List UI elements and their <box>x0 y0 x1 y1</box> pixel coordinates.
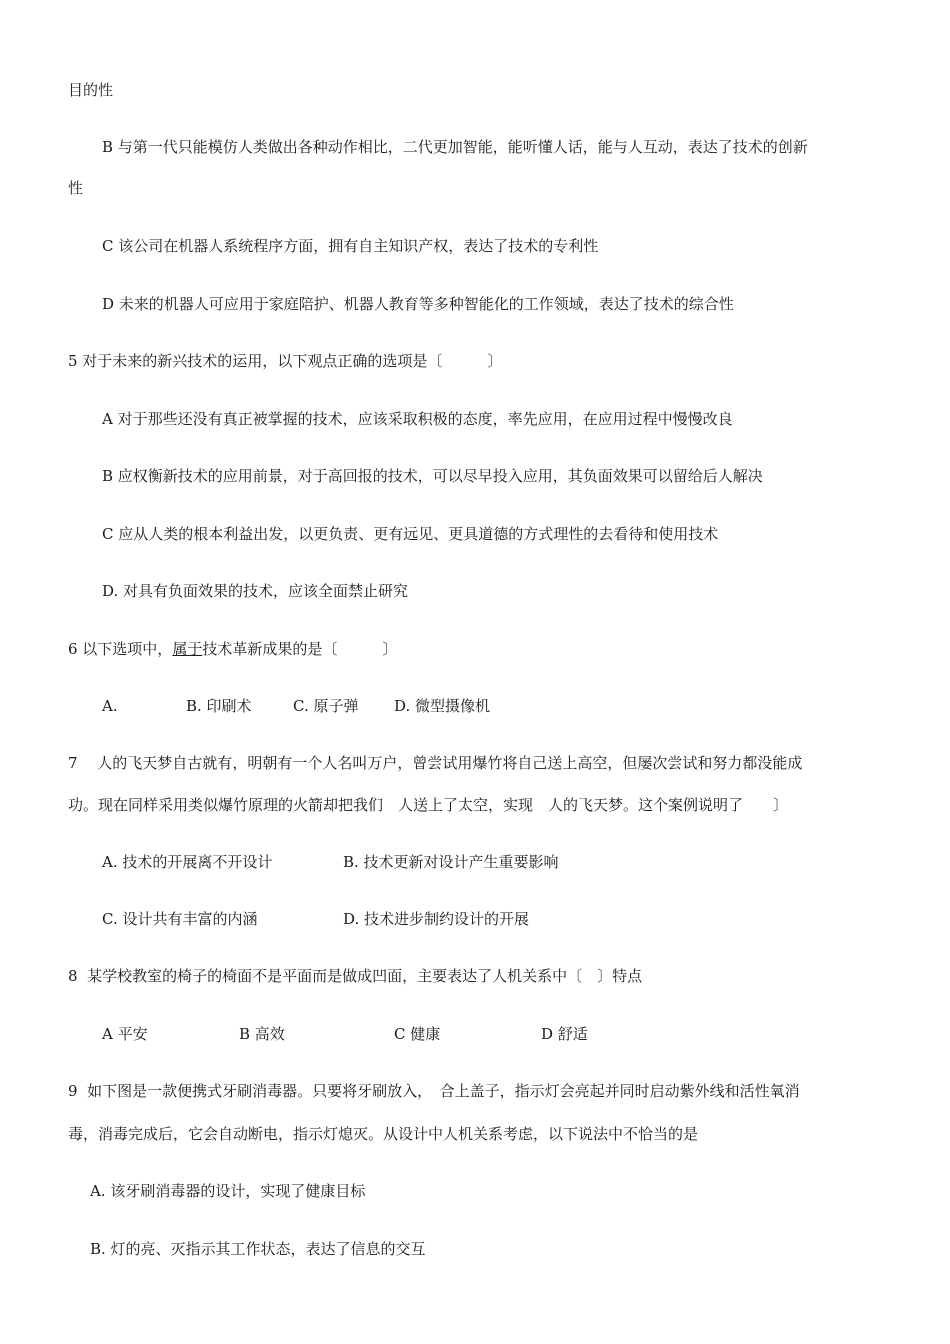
option-line: C 该公司在机器人系统程序方面，拥有自主知识产权，表达了技术的专利性 <box>102 237 599 255</box>
question-7-line-1: 7 人的飞天梦自古就有，明朝有一个人名叫万户，曾尝试用爆竹将自己送上高空，但屡次尝试和努力都没能成 <box>68 754 803 772</box>
question-5: 5 对于未来的新兴技术的运用，以下观点正确的选项是〔 〕 <box>68 352 503 370</box>
option-9b: B. 灯的亮、灭指示其工作状态，表达了信息的交互 <box>90 1240 426 1258</box>
option-5c: C 应从人类的根本利益出发，以更负责、更有远见、更具道德的方式理性的去看待和使用技术 <box>102 525 719 543</box>
option-line: B 与第一代只能模仿人类做出各种动作相比，二代更加智能，能听懂人话，能与人互动，表达了技术的创新 <box>102 138 808 156</box>
option-5d: D. 对具有负面效果的技术，应该全面禁止研究 <box>102 582 409 600</box>
option-7d: D. 技术进步制约设计的开展 <box>343 910 530 928</box>
option-line: D 未来的机器人可应用于家庭陪护、机器人教育等多种智能化的工作领域，表达了技术的综合性 <box>102 295 734 313</box>
text-line: 目的性 <box>68 81 114 99</box>
question-9-line-1: 9 如下图是一款便携式牙刷消毒器。只要将牙刷放入， 合上盖子，指示灯会亮起并同时启动紫外线和活性氧消 <box>68 1082 800 1100</box>
option-8a: A 平安 <box>102 1025 148 1043</box>
option-5b: B 应权衡新技术的应用前景，对于高回报的技术，可以尽早投入应用，其负面效果可以留给后人解决 <box>102 467 763 485</box>
option-7c: C. 设计共有丰富的内涵 <box>102 910 258 928</box>
text-line: 性 <box>68 179 84 197</box>
option-8c: C 健康 <box>394 1025 441 1043</box>
question-6 <box>68 639 397 659</box>
option-5a: A 对于那些还没有真正被掌握的技术，应该采取积极的态度，率先应用，在应用过程中慢慢改良 <box>102 410 733 428</box>
option-6a: A. <box>102 697 118 715</box>
option-6c: C. 原子弹 <box>293 697 359 715</box>
option-6b: B. 印刷术 <box>186 697 252 715</box>
question-6-suffix: 技术革新成果的是〔 〕 <box>202 640 398 658</box>
option-7b: B. 技术更新对设计产生重要影响 <box>343 853 559 871</box>
option-7a: A. 技术的开展离不开设计 <box>102 853 273 871</box>
question-9-line-2: 毒，消毒完成后，它会自动断电，指示灯熄灭。从设计中人机关系考虑，以下说法中不恰当的是 <box>68 1125 699 1143</box>
question-6-underlined: 属于 <box>172 640 203 658</box>
question-7-line-2: 功。现在同样采用类似爆竹原理的火箭却把我们 人送上了太空，实现 人的飞天梦。这个案例说明了 〕 <box>68 796 789 814</box>
option-9a: A. 该牙刷消毒器的设计，实现了健康目标 <box>90 1182 366 1200</box>
option-8d: D 舒适 <box>541 1025 588 1043</box>
option-6d: D. 微型摄像机 <box>394 697 491 715</box>
question-6-prefix: 6 以下选项中， <box>68 640 173 658</box>
option-8b: B 高效 <box>239 1025 285 1043</box>
question-8: 8 某学校教室的椅子的椅面不是平面而是做成凹面，主要表达了人机关系中〔 〕特点 <box>68 967 643 985</box>
